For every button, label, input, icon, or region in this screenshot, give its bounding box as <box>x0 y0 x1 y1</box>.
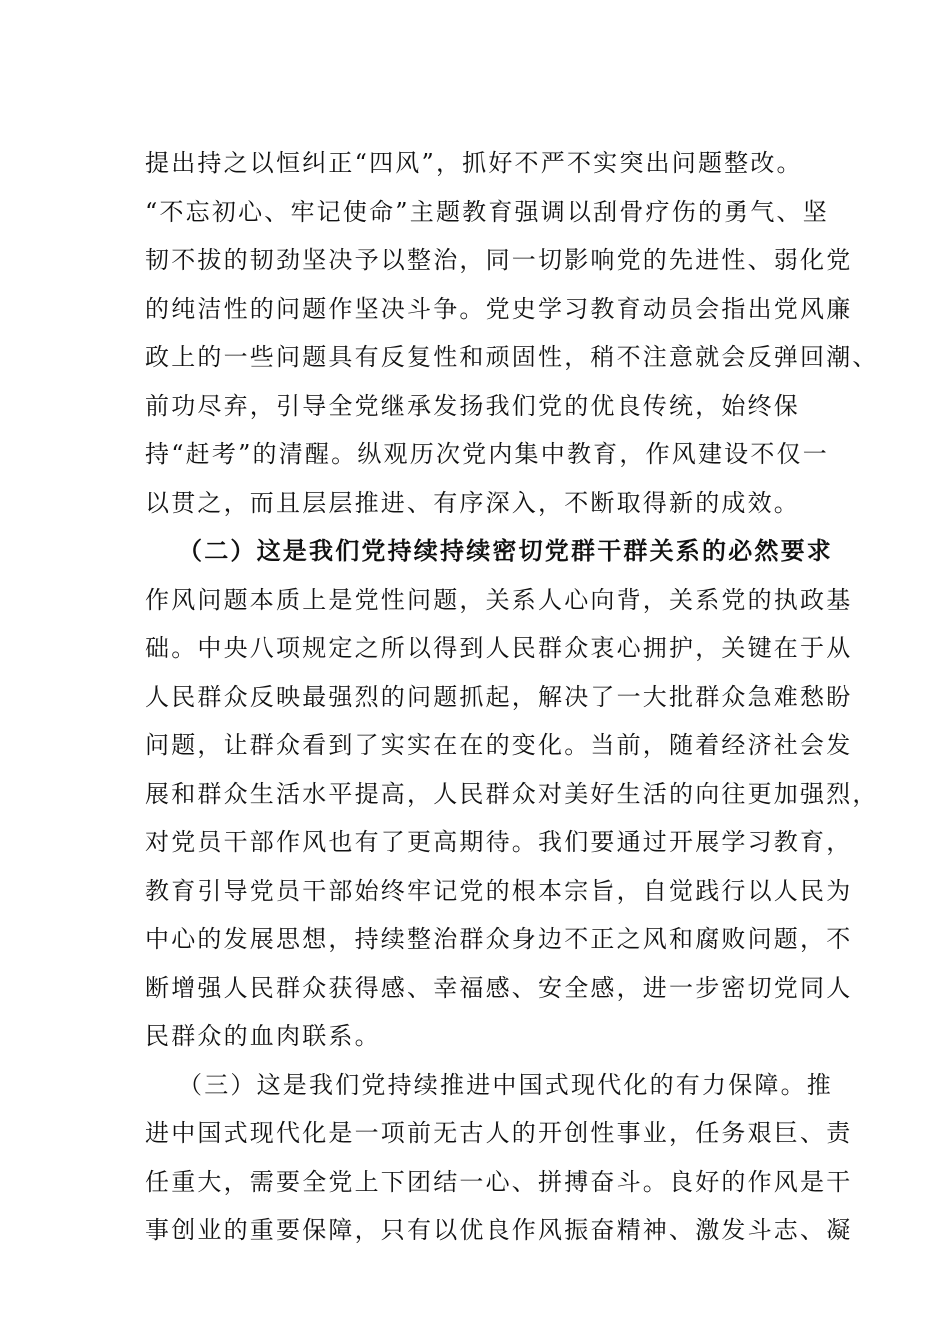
text-line: 任重大，需要全党上下团结一心、拼搏奋斗。良好的作风是干 <box>145 1167 853 1196</box>
text-line: 韧不拔的韧劲坚决予以整治，同一切影响党的先进性、弱化党 <box>145 246 853 274</box>
text-line: 前功尽弃，引导全党继承发扬我们党的优良传统，始终保 <box>145 391 800 420</box>
text-line: 断增强人民群众获得感、幸福感、安全感，进一步密切党同人 <box>145 973 853 1002</box>
text-line: 展和群众生活水平提高，人民群众对美好生活的向往更加强烈， <box>145 779 879 808</box>
text-line: “不忘初心、牢记使命”主题教育强调以刮骨疗伤的勇气、坚 <box>145 197 829 226</box>
text-line: 问题，让群众看到了实实在在的变化。当前，随着经济社会发 <box>145 731 853 759</box>
text-line: 持“赶考”的清醒。纵观历次党内集中教育，作风建设不仅一 <box>145 440 829 468</box>
text-line: 础。中央八项规定之所以得到人民群众衷心拥护，关键在于从 <box>145 634 853 662</box>
paragraph-first-line: （二）这是我们党持续持续密切党群干群关系的必然要求 <box>178 536 833 565</box>
text-line: 进中国式现代化是一项前无古人的开创性事业，任务艰巨、责 <box>145 1119 853 1147</box>
text-line: 民群众的血肉联系。 <box>145 1022 381 1050</box>
text-line: 人民群众反映最强烈的问题抓起，解决了一大批群众急难愁盼 <box>145 682 853 711</box>
text-line: 以贯之，而且层层推进、有序深入，不断取得新的成效。 <box>145 488 800 517</box>
text-line: 中心的发展思想，持续整治群众身边不正之风和腐败问题，不 <box>145 925 853 953</box>
text-line: 的纯洁性的问题作坚决斗争。党史学习教育动员会指出党风廉 <box>145 294 853 323</box>
text-line: 政上的一些问题具有反复性和顽固性，稍不注意就会反弹回潮、 <box>145 343 879 371</box>
text-line: 作风问题本质上是党性问题，关系人心向背，关系党的执政基 <box>145 585 853 614</box>
text-line: 提出持之以恒纠正“四风”，抓好不严不实突出问题整改。 <box>145 149 803 177</box>
text-line: 教育引导党员干部始终牢记党的根本宗旨，自觉践行以人民为 <box>145 876 853 905</box>
paragraph-first-line: （三）这是我们党持续推进中国式现代化的有力保障。推 <box>178 1070 833 1099</box>
text-line: 对党员干部作风也有了更高期待。我们要通过开展学习教育， <box>145 828 853 856</box>
text-line: 事创业的重要保障，只有以优良作风振奋精神、激发斗志、凝 <box>145 1216 853 1244</box>
body-text <box>145 139 879 1255</box>
